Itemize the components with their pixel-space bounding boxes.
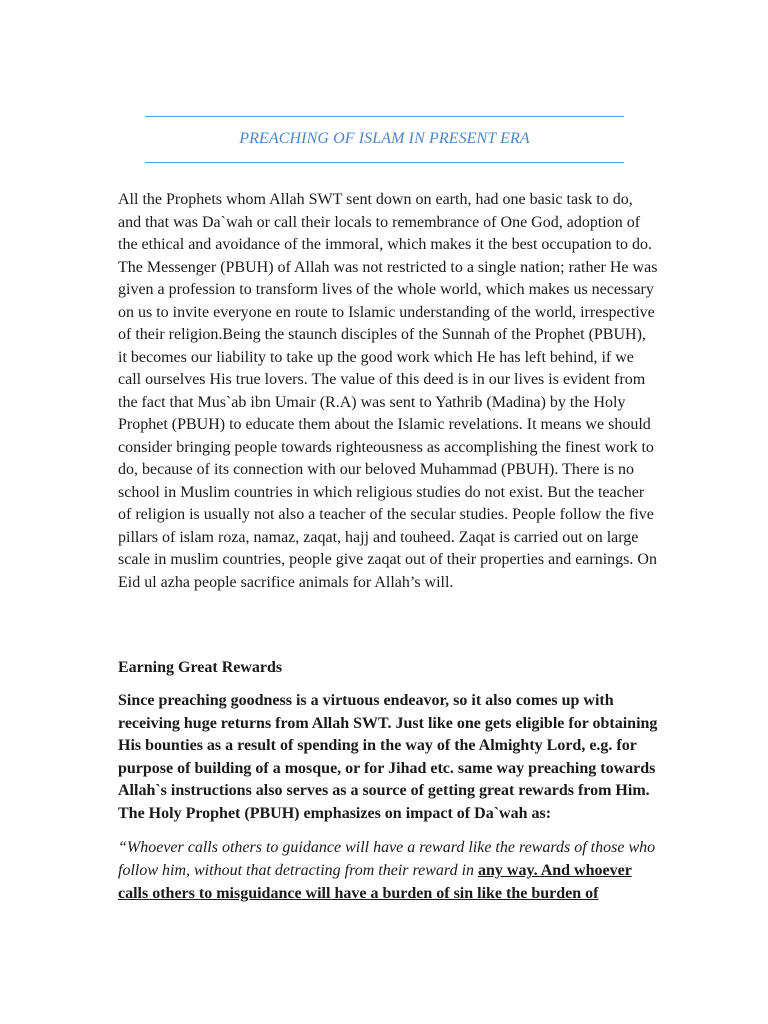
document-title: PREACHING OF ISLAM IN PRESENT ERA (239, 130, 530, 147)
title-block (145, 116, 624, 164)
quote-italic-text: “Whoever calls others to guidance will have a reward like the rewards of those who follow him, without that detracting from their reward in (118, 839, 656, 879)
title-rule-bottom (145, 162, 624, 163)
section-heading: Earning Great Rewards (118, 659, 283, 676)
hadith-quote (118, 836, 658, 905)
quote-bold-underlined-text: any way. And whoever calls others to misguidance will have a burden of sin like the burden of (118, 862, 632, 902)
intro-paragraph: All the Prophets whom Allah SWT sent down on earth, had one basic task to do, and that was Da`wah or call their locals to remembrance of One God, adoption of the ethical and avoidance of the immoral, which makes it the best occupation to do. The Messenger (PBUH) of Allah was not restricted to a single nation; rather He was given a profession to transform lives of the whole world, which makes us necessary on us to invite everyone en route to Islamic understanding of the world, irrespective of their religion.Being the staunch disciples of the Sunnah of the Prophet (PBUH), it becomes our liability to take up the good work which He has left behind, if we call ourselves His true lovers. The value of this deed is in our lives is evident from the fact that Mus`ab ibn Umair (R.A) was sent to Yathrib (Madina) by the Holy Prophet (PBUH) to educate them about the Islamic revelations. It means we should consider bringing people towards righteousness as accomplishing the finest work to do, because of its connection with our beloved Muhammad (PBUH). There is no school in Muslim countries in which religious studies do not exist. But the teacher of religion is usually not also a teacher of the secular studies. People follow the five pillars of islam roza, namaz, zaqat, hajj and touheed. Zaqat is carried out on large scale in muslim countries, people give zaqat out of their properties and earnings. On Eid ul azha people sacrifice animals for Allah’s will. (118, 191, 658, 591)
section-paragraph: Since preaching goodness is a virtuous endeavor, so it also comes up with receiving huge returns from Allah SWT. Just like one gets eligible for obtaining His bounties as a result of spending in the way of the Almighty Lord, e.g. for purpose of building of a mosque, or for Jihad etc. same way preaching towards Allah`s instructions also serves as a source of getting great rewards from Him. The Holy Prophet (PBUH) emphasizes on impact of Da`wah as: (118, 692, 658, 822)
title-rule-top (145, 116, 624, 117)
